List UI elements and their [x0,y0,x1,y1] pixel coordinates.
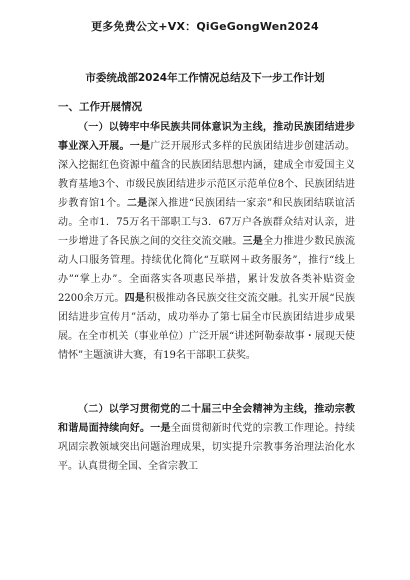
paragraph-2-lead: （二）以学习贯彻党的二十届三中全会精神为主线，推动宗教和谐局面持续向好。 [58,404,355,434]
point-one-marker: 一是 [150,423,171,434]
point-three-text: 全力推进少数民族流动人口服务管理。持续优化简化“互联网＋政务服务”，推行“线上办”“掌上办”。全面落实各项惠民举措，累计发放各类补贴资金2200余万元。 [58,236,355,304]
point-one-marker: 一是 [129,141,151,152]
document-title: 市委统战部2024年工作情况总结及下一步工作计划 [85,72,325,84]
section-heading: 一、工作开展情况 [58,101,142,113]
point-four-text: 积极推动各民族交往交流交融。扎实开展“民族团结进步宣传月”活动，成功举办了第七届全市民族团结进步成果展。在全市机关（事业单位）广泛开展“讲述阿勒泰故事・展现天使情怀”主题演讲大赛，有19名干部职工获奖。 [58,293,355,361]
paragraph-2 [58,400,355,476]
page-header: 更多免费公文+VX：QiGeGongWen2024 [91,20,319,33]
paragraph-2-block [58,400,355,476]
point-two-text: 深入推进“民族团结一家亲”和民族团结联谊活动。全市1．75万名干部职工与3．67万户各族群众结对认亲，进一步增进了各民族之间的交往交流交融。 [58,198,355,247]
paragraph-1-block [58,118,355,365]
paragraph-1-lead: （一）以铸牢中华民族共同体意识为主线，推动民族团结进步事业深入开展。 [58,122,355,152]
point-four-marker: 四是 [124,293,146,304]
point-one-text: 全面贯彻新时代党的宗教工作理论。持续巩固宗教领域突出问题治理成果，切实提升宗教事务治理法治化水平。认真贯彻全国、全省宗教工 [58,423,355,472]
paragraph-1 [58,118,355,365]
point-one-text: 广泛开展形式多样的民族团结进步创建活动。深入挖掘红色资源中蕴含的民族团结思想内涵，建成全市爱国主义教育基地3个、市级民族团结进步示范区示范单位8个、民族团结进步教育馆1个。 [58,141,355,209]
point-two-marker: 二是 [126,198,148,209]
point-three-marker: 三是 [242,236,263,247]
